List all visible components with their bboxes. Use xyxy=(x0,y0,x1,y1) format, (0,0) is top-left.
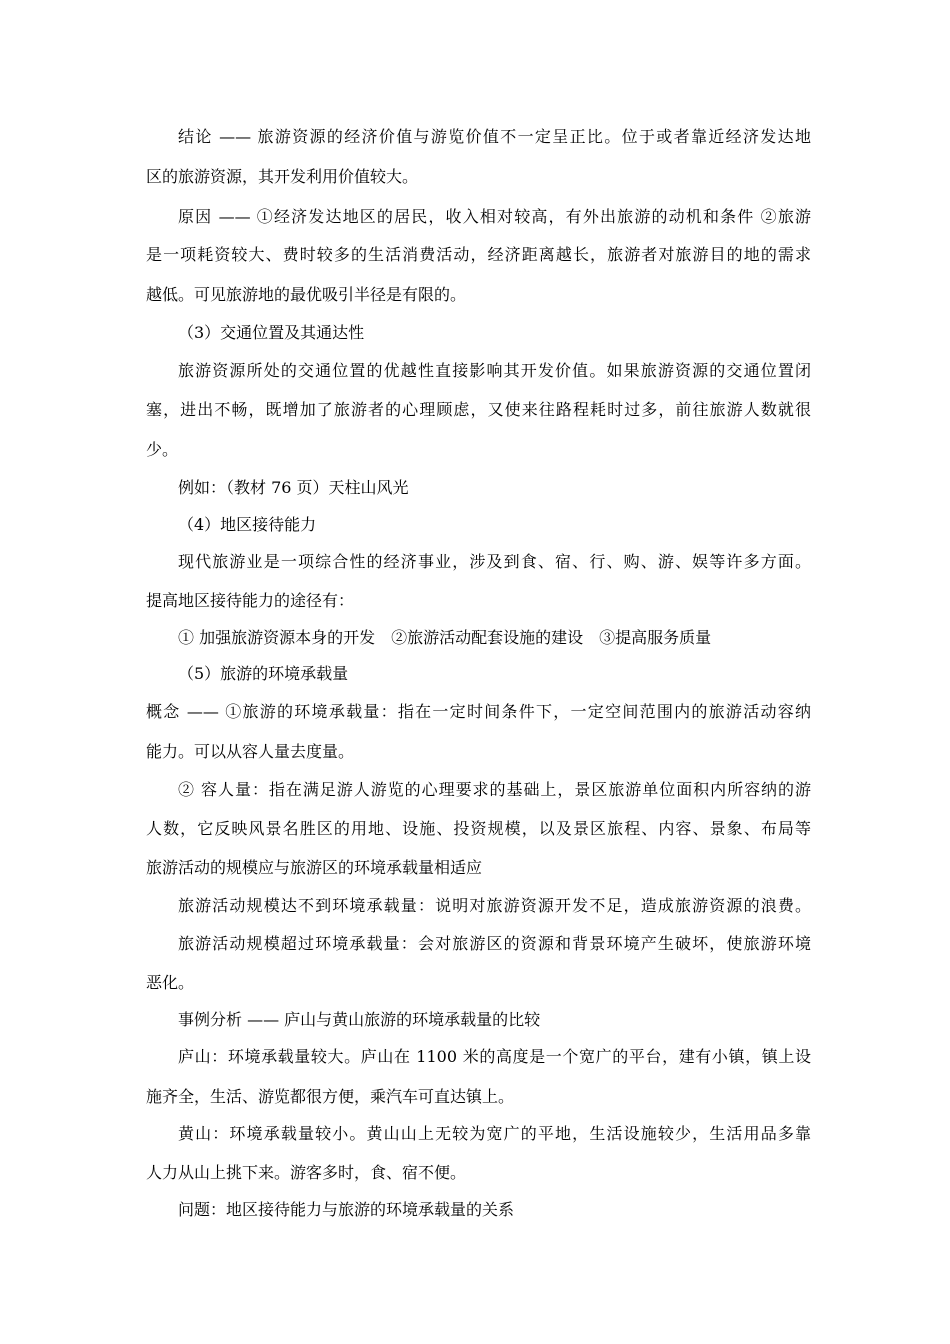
text-line: 恶化。 xyxy=(146,973,195,992)
text-line: 少。 xyxy=(146,440,179,459)
text-line: 概念 —— ①旅游的环境承载量：指在一定时间条件下，一定空间范围内的旅游活动容纳 xyxy=(146,702,811,721)
text-line: 塞，进出不畅，既增加了旅游者的心理顾虑，又使来往路程耗时过多，前往旅游人数就很 xyxy=(146,400,811,419)
text-line: 能力。可以从容人量去度量。 xyxy=(146,742,355,761)
text-line: 现代旅游业是一项综合性的经济事业，涉及到食、宿、行、购、游、娱等许多方面。 xyxy=(178,552,811,571)
text-line: 旅游活动规模达不到环境承载量：说明对旅游资源开发不足，造成旅游资源的浪费。 xyxy=(178,896,811,915)
text-line: 人力从山上挑下来。游客多时，食、宿不便。 xyxy=(146,1163,467,1182)
section-heading: （3）交通位置及其通达性 xyxy=(178,323,365,342)
section-heading: （4）地区接待能力 xyxy=(178,515,317,534)
text-line: 事例分析 —— 庐山与黄山旅游的环境承载量的比较 xyxy=(178,1010,541,1029)
text-line: 问题：地区接待能力与旅游的环境承载量的关系 xyxy=(178,1200,515,1219)
text-line: 区的旅游资源，其开发利用价值较大。 xyxy=(146,167,419,186)
text-line: ② 容人量：指在满足游人游览的心理要求的基础上，景区旅游单位面积内所容纳的游 xyxy=(178,780,811,799)
text-line: 提高地区接待能力的途径有： xyxy=(146,591,355,610)
text-line: 庐山：环境承载量较大。庐山在 1100 米的高度是一个宽广的平台，建有小镇，镇上设 xyxy=(178,1047,811,1066)
text-line: 原因 —— ①经济发达地区的居民，收入相对较高，有外出旅游的动机和条件 ②旅游 xyxy=(178,207,811,226)
text-line: 结论 —— 旅游资源的经济价值与游览价值不一定呈正比。位于或者靠近经济发达地 xyxy=(178,127,811,146)
text-line: 人数，它反映风景名胜区的用地、设施、投资规模，以及景区旅程、内容、景象、布局等 xyxy=(146,819,811,838)
text-line: 旅游资源所处的交通位置的优越性直接影响其开发价值。如果旅游资源的交通位置闭 xyxy=(178,361,811,380)
section-heading: （5）旅游的环境承载量 xyxy=(178,664,349,683)
text-line: 越低。可见旅游地的最优吸引半径是有限的。 xyxy=(146,285,467,304)
text-line: 施齐全，生活、游览都很方便，乘汽车可直达镇上。 xyxy=(146,1087,515,1106)
text-line: 黄山：环境承载量较小。黄山山上无较为宽广的平地，生活设施较少，生活用品多靠 xyxy=(178,1124,811,1143)
text-line: 例如：（教材 76 页）天柱山风光 xyxy=(178,478,409,497)
text-line: 旅游活动的规模应与旅游区的环境承载量相适应 xyxy=(146,858,483,877)
text-line: 是一项耗资较大、费时较多的生活消费活动，经济距离越长，旅游者对旅游目的地的需求 xyxy=(146,245,811,264)
text-line: ① 加强旅游资源本身的开发 ②旅游活动配套设施的建设 ③提高服务质量 xyxy=(178,628,712,647)
text-line: 旅游活动规模超过环境承载量：会对旅游区的资源和背景环境产生破坏，使旅游环境 xyxy=(178,934,811,953)
